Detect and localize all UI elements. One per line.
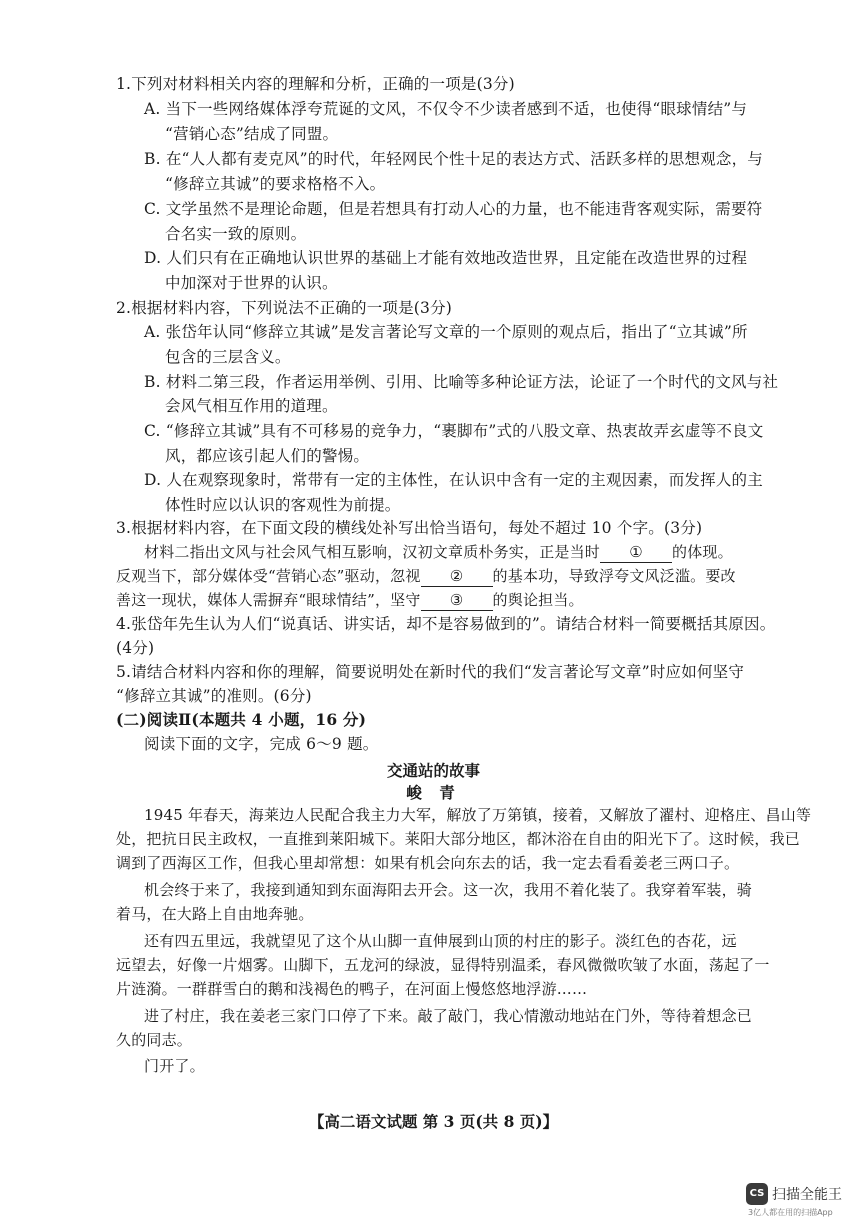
question-4-stem: 4.张岱年先生认为人们“说真话、讲实话，却不是容易做到的”。请结合材料一简要概括其原因。 bbox=[116, 615, 776, 633]
question-3-stem: 3.根据材料内容，在下面文段的横线处补写出恰当语句，每处不超过 10 个字。(3分) bbox=[116, 519, 703, 537]
question-5-stem-cont: “修辞立其诚”的准则。(6分) bbox=[116, 687, 312, 705]
question-1-option-b-cont: “修辞立其诚”的要求格格不入。 bbox=[165, 175, 386, 193]
question-3-line-1 bbox=[144, 542, 733, 563]
question-3-text: 的基本功，导致浮夸文风泛滥。要改 bbox=[492, 567, 736, 585]
question-3-text: 的体现。 bbox=[672, 543, 733, 561]
question-1-option-c-cont: 合名实一致的原则。 bbox=[165, 225, 307, 243]
question-2-option-c-cont: 风，都应该引起人们的警惕。 bbox=[165, 447, 370, 465]
story-paragraph-4-cont: 久的同志。 bbox=[116, 1031, 193, 1049]
scanner-logo-icon: CS bbox=[746, 1183, 768, 1205]
question-2-option-b-cont: 会风气相互作用的道理。 bbox=[165, 397, 338, 415]
section-instruction: 阅读下面的文字，完成 6～9 题。 bbox=[144, 735, 379, 753]
story-paragraph-3-cont: 远望去，好像一片烟雾。山脚下，五龙河的绿波，显得特别温柔，春风微微吹皱了水面，荡起了一 bbox=[116, 956, 770, 974]
question-3-line-2 bbox=[116, 566, 736, 587]
story-author: 峻 青 bbox=[406, 783, 461, 802]
question-3-text: 反观当下，部分媒体受“营销心态”驱动，忽视 bbox=[116, 567, 421, 585]
answer-blank-3[interactable]: ③ bbox=[421, 590, 493, 611]
story-paragraph-2-cont: 着马，在大路上自由地奔驰。 bbox=[116, 905, 314, 923]
scanner-slogan: 3亿人都在用的扫描App bbox=[748, 1208, 833, 1217]
question-2-option-a-cont: 包含的三层含义。 bbox=[165, 348, 291, 366]
question-3-text: 材料二指出文风与社会风气相互影响，汉初文章质朴务实，正是当时 bbox=[144, 543, 601, 561]
story-paragraph-2: 机会终于来了，我接到通知到东面海阳去开会。这一次，我用不着化装了。我穿着军装，骑 bbox=[144, 881, 753, 899]
story-paragraph-4: 进了村庄，我在姜老三家门口停了下来。敲了敲门，我心情激动地站在门外，等待着想念已 bbox=[144, 1007, 753, 1025]
question-2-option-c: C. “修辞立其诚”具有不可移易的竞争力，“裹脚布”式的八股文章、热衷故弄玄虚等不良文 bbox=[144, 422, 764, 440]
section-heading: (二)阅读Ⅱ(本题共 4 小题，16 分) bbox=[116, 710, 367, 729]
question-1-option-a-cont: “营销心态”结成了同盟。 bbox=[165, 125, 339, 143]
question-1-option-d-cont: 中加深对于世界的认识。 bbox=[165, 274, 338, 292]
scanner-app-name: 扫描全能王 bbox=[772, 1187, 842, 1203]
question-1-option-a: A. 当下一些网络媒体浮夸荒诞的文风，不仅令不少读者感到不适，也使得“眼球情结”与 bbox=[144, 100, 748, 118]
question-2-stem: 2.根据材料内容，下列说法不正确的一项是(3分) bbox=[116, 299, 453, 317]
story-paragraph-3: 还有四五里远，我就望见了这个从山脚一直伸展到山顶的村庄的影子。淡红色的杏花，远 bbox=[144, 932, 737, 950]
question-3-line-3 bbox=[116, 590, 584, 611]
story-paragraph-5: 门开了。 bbox=[144, 1057, 205, 1075]
story-paragraph-1-cont: 处，把抗日民主政权，一直推到莱阳城下。莱阳大部分地区，都沐浴在自由的阳光下了。这时候，我已 bbox=[116, 830, 801, 848]
story-title: 交通站的故事 bbox=[386, 761, 480, 780]
question-4-points: (4分) bbox=[116, 639, 155, 657]
question-2-option-b: B. 材料二第三段，作者运用举例、引用、比喻等多种论证方法，论证了一个时代的文风与社 bbox=[144, 373, 779, 391]
question-1-option-b: B. 在“人人都有麦克风”的时代，年轻网民个性十足的表达方式、活跃多样的思想观念，与 bbox=[144, 150, 763, 168]
question-1-option-d: D. 人们只有在正确地认识世界的基础上才能有效地改造世界，且定能在改造世界的过程 bbox=[144, 249, 748, 267]
question-3-text: 善这一现状，媒体人需摒弃“眼球情结”，坚守 bbox=[116, 591, 421, 609]
question-5-stem: 5.请结合材料内容和你的理解，简要说明处在新时代的我们“发言著论写文章”时应如何坚守 bbox=[116, 663, 745, 681]
question-3-text: 的舆论担当。 bbox=[492, 591, 584, 609]
answer-blank-2[interactable]: ② bbox=[421, 566, 493, 587]
story-paragraph-1-cont: 调到了西海区工作，但我心里却常想：如果有机会向东去的话，我一定去看看姜老三两口子。 bbox=[116, 854, 740, 872]
story-paragraph-3-cont: 片涟漪。一群群雪白的鹅和浅褐色的鸭子，在河面上慢悠悠地浮游…… bbox=[116, 980, 588, 998]
question-2-option-d: D. 人在观察现象时，常带有一定的主体性，在认识中含有一定的主观因素，而发挥人的主 bbox=[144, 471, 763, 489]
question-2-option-d-cont: 体性时应以认识的客观性为前提。 bbox=[165, 496, 401, 514]
question-1-stem: 1.下列对材料相关内容的理解和分析，正确的一项是(3分) bbox=[116, 75, 515, 93]
scanner-watermark bbox=[746, 1183, 864, 1223]
story-paragraph-1: 1945 年春天，海莱边人民配合我主力大军，解放了万第镇，接着，又解放了濯村、迎格庄、昌山等 bbox=[144, 806, 812, 824]
question-2-option-a: A. 张岱年认同“修辞立其诚”是发言著论写文章的一个原则的观点后，指出了“立其诚”所 bbox=[144, 323, 748, 341]
page-footer: 【高二语文试题 第 3 页(共 8 页)】 bbox=[308, 1112, 559, 1131]
question-1-option-c: C. 文学虽然不是理论命题，但是若想具有打动人心的力量，也不能违背客观实际，需要符 bbox=[144, 200, 763, 218]
answer-blank-1[interactable]: ① bbox=[600, 542, 672, 563]
